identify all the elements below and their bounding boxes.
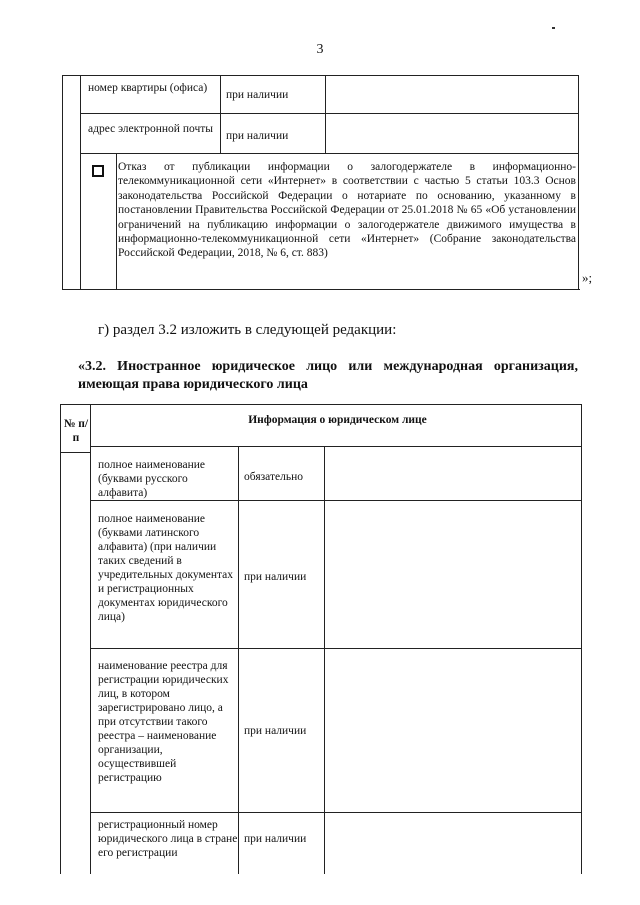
row-requirement: при наличии xyxy=(244,571,307,583)
row-label: полное наименование (буквами латинского алфавита) (при наличии таких сведений в учредительных документах и регистрационных документах юридического лица) xyxy=(98,513,234,623)
divider xyxy=(238,446,239,874)
row-requirement: при наличии xyxy=(226,89,289,101)
divider xyxy=(62,75,578,76)
refusal-checkbox[interactable] xyxy=(92,165,104,177)
divider xyxy=(60,404,61,874)
divider xyxy=(90,648,582,649)
row-label: регистрационный номер юридического лица в стране его регистрации xyxy=(98,819,238,859)
row-requirement: при наличии xyxy=(244,725,307,737)
instruction-text: г) раздел 3.2 изложить в следующей редакции: xyxy=(98,322,397,338)
divider xyxy=(90,812,582,813)
divider xyxy=(90,500,582,501)
divider xyxy=(80,153,578,154)
row-requirement: при наличии xyxy=(244,833,307,845)
refusal-text: Отказ от публикации информации о залогодержателе в информационно-телекоммуникационной сети «Интернет» в соответствии с частью 5 статьи 103.3 Основ законодательства Российской Федерации о нотариате по основанию, указанному в постановлении Правительства Российской Федерации от 25.01.2018 № 65 «Об установлении ограничений на публикацию информации о залогодержателе движимого имущества в информационно-телекоммуникационной сети «Интернет» (Собрание законодательства Российской Федерации, 2018, № 6, ст. 883) xyxy=(118,161,576,260)
divider xyxy=(220,75,221,153)
row-label: полное наименование (буквами русского алфавита) xyxy=(98,459,206,499)
divider xyxy=(578,75,579,289)
row-requirement: обязательно xyxy=(244,471,303,483)
divider xyxy=(80,113,578,114)
row-label: наименование реестра для регистрации юридических лиц, в котором зарегистрировано лицо, а при отсутствии такого реестра – наименование организации, осуществившей регистрацию xyxy=(98,660,229,784)
column-header-number: № п/п xyxy=(63,418,89,444)
row-requirement: при наличии xyxy=(226,130,289,142)
closing-quote: »; xyxy=(582,270,593,285)
row-label: адрес электронной почты xyxy=(88,123,213,135)
divider xyxy=(60,452,90,453)
section-heading: «3.2. Иностранное юридическое лицо или международная организация, имеющая права юридического лица xyxy=(78,359,578,392)
divider xyxy=(62,75,63,289)
divider xyxy=(325,75,326,153)
divider xyxy=(90,446,582,447)
row-label: номер квартиры (офиса) xyxy=(88,82,208,94)
divider xyxy=(324,446,325,874)
scan-speck xyxy=(552,27,555,29)
column-header-info: Информация о юридическом лице xyxy=(248,414,427,426)
divider xyxy=(581,404,582,874)
divider xyxy=(90,404,91,874)
divider xyxy=(80,75,81,289)
divider xyxy=(116,153,117,289)
divider xyxy=(62,289,580,290)
divider xyxy=(60,404,582,405)
page-number: 3 xyxy=(316,42,324,57)
